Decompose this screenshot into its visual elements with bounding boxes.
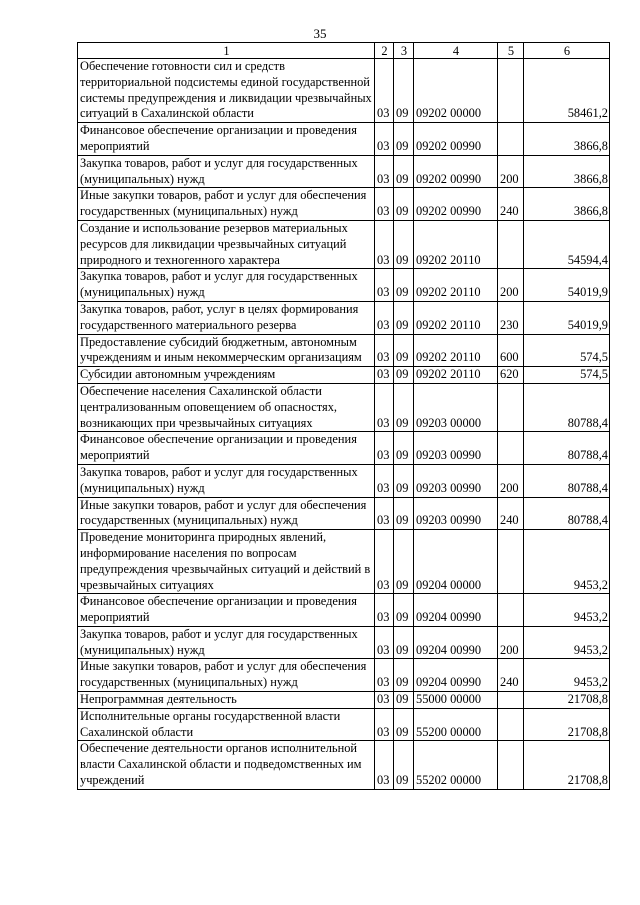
- table-row: [78, 626, 610, 659]
- section-code-cell: 03: [375, 594, 394, 627]
- subsection-code-cell: 09: [394, 626, 414, 659]
- section-code-cell: 03: [375, 659, 394, 692]
- subsection-code-cell: 09: [394, 432, 414, 465]
- subsection-code-cell: 09: [394, 123, 414, 156]
- expense-type-cell: [498, 432, 524, 465]
- subsection-code-cell: 09: [394, 301, 414, 334]
- item-name-cell: Субсидии автономным учреждениям: [78, 367, 375, 384]
- item-name-cell: Закупка товаров, работ и услуг для государственных (муниципальных) нужд: [78, 626, 375, 659]
- expense-type-cell: [498, 220, 524, 268]
- table-row: [78, 269, 610, 302]
- table-row: [78, 464, 610, 497]
- item-name-cell: Финансовое обеспечение организации и проведения мероприятий: [78, 123, 375, 156]
- amount-cell: 9453,2: [524, 626, 610, 659]
- amount-cell: 9453,2: [524, 659, 610, 692]
- section-code-cell: 03: [375, 301, 394, 334]
- item-name-cell: Исполнительные органы государственной власти Сахалинской области: [78, 708, 375, 741]
- budget-table: [77, 42, 610, 790]
- target-article-cell: 09203 00000: [414, 383, 498, 431]
- section-code-cell: 03: [375, 626, 394, 659]
- amount-cell: 9453,2: [524, 594, 610, 627]
- table-row: [78, 334, 610, 367]
- table-row: [78, 383, 610, 431]
- amount-cell: 54594,4: [524, 220, 610, 268]
- section-code-cell: 03: [375, 334, 394, 367]
- amount-cell: 3866,8: [524, 155, 610, 188]
- table-row: [78, 220, 610, 268]
- table-row: [78, 432, 610, 465]
- expense-type-cell: [498, 594, 524, 627]
- expense-type-cell: 620: [498, 367, 524, 384]
- section-code-cell: 03: [375, 269, 394, 302]
- amount-cell: 80788,4: [524, 464, 610, 497]
- amount-cell: 3866,8: [524, 188, 610, 221]
- expense-type-cell: [498, 59, 524, 123]
- section-code-cell: 03: [375, 497, 394, 530]
- expense-type-cell: 240: [498, 659, 524, 692]
- item-name-cell: Создание и использование резервов материальных ресурсов для ликвидации чрезвычайных ситуаций природного и техногенного характера: [78, 220, 375, 268]
- expense-type-cell: 240: [498, 497, 524, 530]
- section-code-cell: 03: [375, 708, 394, 741]
- item-name-cell: Иные закупки товаров, работ и услуг для обеспечения государственных (муниципальных) нужд: [78, 497, 375, 530]
- expense-type-cell: 600: [498, 334, 524, 367]
- table-row: [78, 123, 610, 156]
- section-code-cell: 03: [375, 220, 394, 268]
- target-article-cell: 55000 00000: [414, 692, 498, 709]
- header-cell: 6: [524, 43, 610, 59]
- header-cell: 3: [394, 43, 414, 59]
- target-article-cell: 09204 00990: [414, 659, 498, 692]
- target-article-cell: 09203 00990: [414, 497, 498, 530]
- target-article-cell: 09202 00990: [414, 155, 498, 188]
- section-code-cell: 03: [375, 155, 394, 188]
- item-name-cell: Иные закупки товаров, работ и услуг для обеспечения государственных (муниципальных) нужд: [78, 659, 375, 692]
- target-article-cell: 09204 00990: [414, 594, 498, 627]
- subsection-code-cell: 09: [394, 383, 414, 431]
- section-code-cell: 03: [375, 530, 394, 594]
- item-name-cell: Финансовое обеспечение организации и проведения мероприятий: [78, 432, 375, 465]
- item-name-cell: Закупка товаров, работ, услуг в целях формирования государственного материального резерва: [78, 301, 375, 334]
- subsection-code-cell: 09: [394, 741, 414, 789]
- expense-type-cell: 200: [498, 155, 524, 188]
- section-code-cell: 03: [375, 741, 394, 789]
- target-article-cell: 09204 00000: [414, 530, 498, 594]
- subsection-code-cell: 09: [394, 334, 414, 367]
- section-code-cell: 03: [375, 432, 394, 465]
- amount-cell: 80788,4: [524, 497, 610, 530]
- subsection-code-cell: 09: [394, 464, 414, 497]
- subsection-code-cell: 09: [394, 594, 414, 627]
- target-article-cell: 55200 00000: [414, 708, 498, 741]
- expense-type-cell: 200: [498, 464, 524, 497]
- section-code-cell: 03: [375, 188, 394, 221]
- subsection-code-cell: 09: [394, 188, 414, 221]
- amount-cell: 9453,2: [524, 530, 610, 594]
- target-article-cell: 09204 00990: [414, 626, 498, 659]
- amount-cell: 574,5: [524, 334, 610, 367]
- table-row: [78, 301, 610, 334]
- expense-type-cell: 200: [498, 626, 524, 659]
- subsection-code-cell: 09: [394, 59, 414, 123]
- expense-type-cell: [498, 692, 524, 709]
- item-name-cell: Проведение мониторинга природных явлений, информирование населения по вопросам предупреждения чрезвычайных ситуаций и действий в чрезвычайных ситуациях: [78, 530, 375, 594]
- table-row: [78, 59, 610, 123]
- expense-type-cell: [498, 741, 524, 789]
- section-code-cell: 03: [375, 123, 394, 156]
- target-article-cell: 09202 00990: [414, 188, 498, 221]
- amount-cell: 21708,8: [524, 708, 610, 741]
- amount-cell: 80788,4: [524, 432, 610, 465]
- expense-type-cell: 200: [498, 269, 524, 302]
- subsection-code-cell: 09: [394, 367, 414, 384]
- table-row: [78, 708, 610, 741]
- target-article-cell: 09202 00000: [414, 59, 498, 123]
- table-row: [78, 497, 610, 530]
- header-cell: 1: [78, 43, 375, 59]
- item-name-cell: Финансовое обеспечение организации и проведения мероприятий: [78, 594, 375, 627]
- item-name-cell: Закупка товаров, работ и услуг для государственных (муниципальных) нужд: [78, 155, 375, 188]
- target-article-cell: 55202 00000: [414, 741, 498, 789]
- section-code-cell: 03: [375, 383, 394, 431]
- header-cell: 2: [375, 43, 394, 59]
- amount-cell: 21708,8: [524, 692, 610, 709]
- target-article-cell: 09203 00990: [414, 464, 498, 497]
- expense-type-cell: 240: [498, 188, 524, 221]
- table-row: [78, 155, 610, 188]
- item-name-cell: Непрограммная деятельность: [78, 692, 375, 709]
- table-header-row: [78, 43, 610, 59]
- target-article-cell: 09202 20110: [414, 367, 498, 384]
- expense-type-cell: [498, 383, 524, 431]
- section-code-cell: 03: [375, 464, 394, 497]
- amount-cell: 80788,4: [524, 383, 610, 431]
- table-row: [78, 659, 610, 692]
- header-cell: 4: [414, 43, 498, 59]
- item-name-cell: Обеспечение населения Сахалинской области централизованным оповещением об опасностях, возникающих при чрезвычайных ситуациях: [78, 383, 375, 431]
- table-row: [78, 594, 610, 627]
- item-name-cell: Обеспечение деятельности органов исполнительной власти Сахалинской области и подведомственных им учреждений: [78, 741, 375, 789]
- amount-cell: 21708,8: [524, 741, 610, 789]
- subsection-code-cell: 09: [394, 269, 414, 302]
- subsection-code-cell: 09: [394, 155, 414, 188]
- subsection-code-cell: 09: [394, 530, 414, 594]
- amount-cell: 58461,2: [524, 59, 610, 123]
- target-article-cell: 09202 20110: [414, 334, 498, 367]
- expense-type-cell: [498, 530, 524, 594]
- expense-type-cell: [498, 708, 524, 741]
- target-article-cell: 09203 00990: [414, 432, 498, 465]
- amount-cell: 3866,8: [524, 123, 610, 156]
- subsection-code-cell: 09: [394, 220, 414, 268]
- item-name-cell: Закупка товаров, работ и услуг для государственных (муниципальных) нужд: [78, 464, 375, 497]
- subsection-code-cell: 09: [394, 659, 414, 692]
- item-name-cell: Иные закупки товаров, работ и услуг для обеспечения государственных (муниципальных) нужд: [78, 188, 375, 221]
- target-article-cell: 09202 00990: [414, 123, 498, 156]
- section-code-cell: 03: [375, 367, 394, 384]
- subsection-code-cell: 09: [394, 692, 414, 709]
- expense-type-cell: 230: [498, 301, 524, 334]
- section-code-cell: 03: [375, 692, 394, 709]
- table-row: [78, 741, 610, 789]
- table-row: [78, 530, 610, 594]
- table-row: [78, 692, 610, 709]
- target-article-cell: 09202 20110: [414, 301, 498, 334]
- amount-cell: 574,5: [524, 367, 610, 384]
- target-article-cell: 09202 20110: [414, 220, 498, 268]
- subsection-code-cell: 09: [394, 497, 414, 530]
- header-cell: 5: [498, 43, 524, 59]
- expense-type-cell: [498, 123, 524, 156]
- item-name-cell: Предоставление субсидий бюджетным, автономным учреждениям и иным некоммерческим организациям: [78, 334, 375, 367]
- amount-cell: 54019,9: [524, 269, 610, 302]
- table-row: [78, 367, 610, 384]
- item-name-cell: Закупка товаров, работ и услуг для государственных (муниципальных) нужд: [78, 269, 375, 302]
- amount-cell: 54019,9: [524, 301, 610, 334]
- section-code-cell: 03: [375, 59, 394, 123]
- table-row: [78, 188, 610, 221]
- subsection-code-cell: 09: [394, 708, 414, 741]
- target-article-cell: 09202 20110: [414, 269, 498, 302]
- item-name-cell: Обеспечение готовности сил и средств территориальной подсистемы единой государственной системы предупреждения и ликвидации чрезвычайных ситуаций в Сахалинской области: [78, 59, 375, 123]
- page-number: 35: [313, 26, 327, 41]
